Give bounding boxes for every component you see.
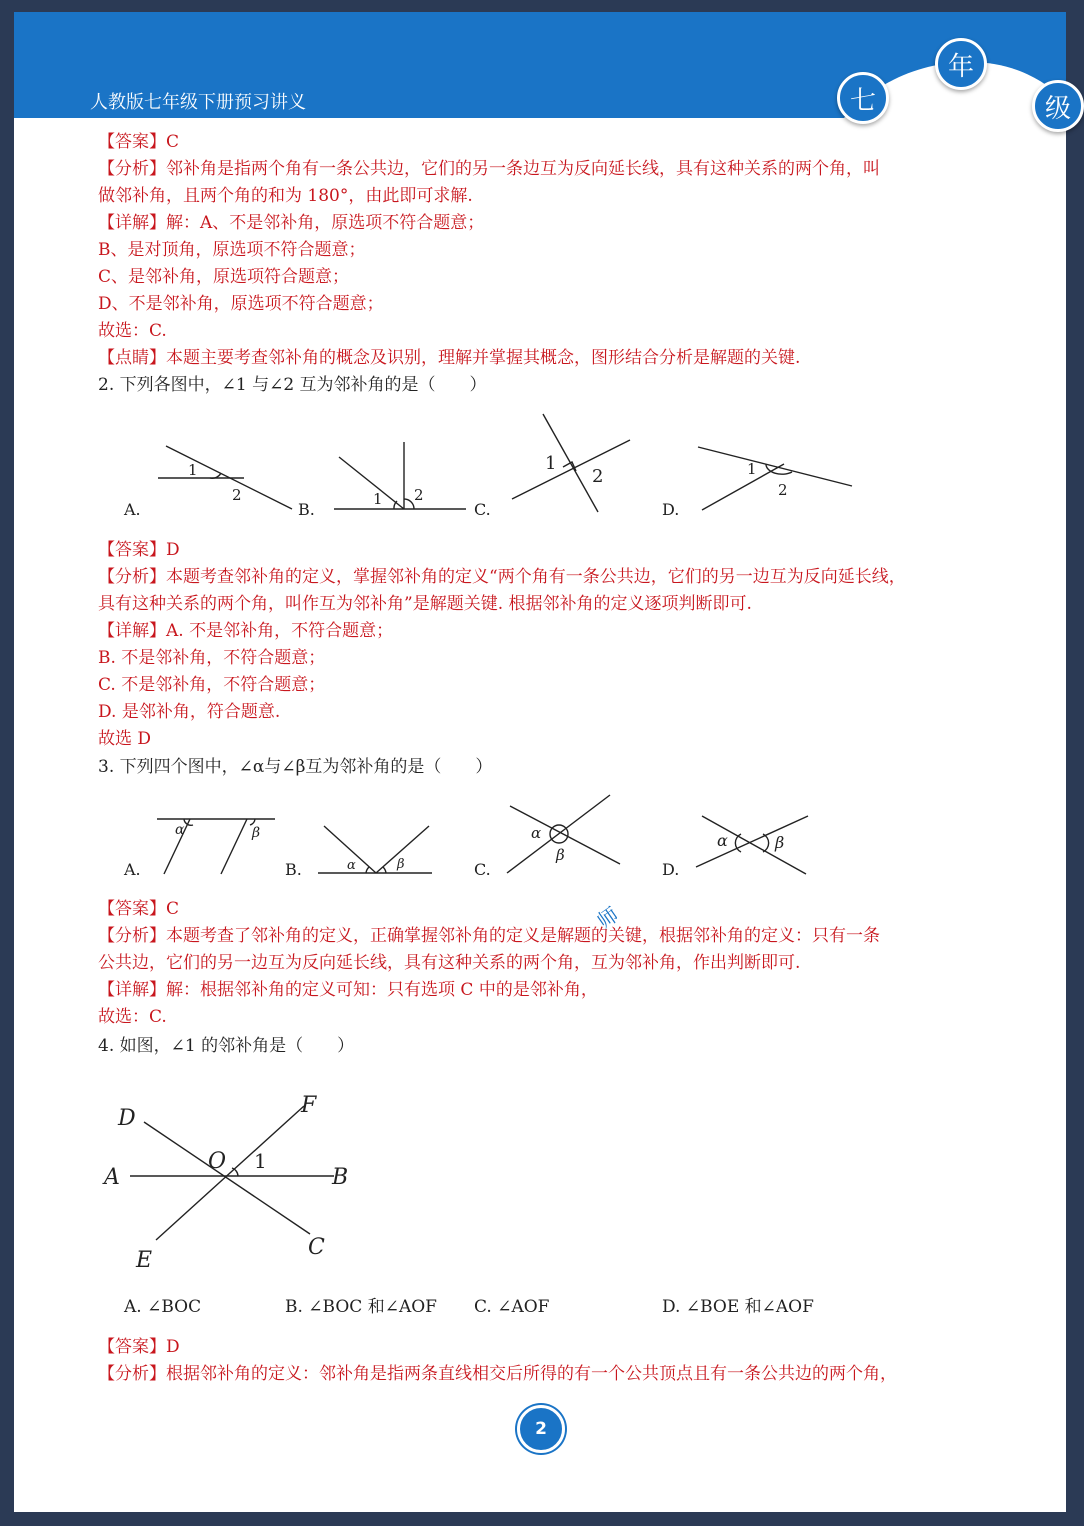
detail-line: 【详解】解：根据邻补角的定义可知：只有选项 C 中的是邻补角， (98, 980, 598, 1000)
q2-option-b: B. (298, 500, 315, 519)
q2d-angle-1: 1 (747, 460, 757, 478)
detail-line: 【详解】解：A、不是邻补角，原选项不符合题意； (98, 213, 485, 233)
q3-figure-b (318, 826, 432, 873)
q3b-beta: β (397, 857, 405, 872)
q4-choice-c: C. ∠AOF (474, 1297, 550, 1317)
analysis-line: 公共边，它们的另一边互为反向延长线，具有这种关系的两个角，互为邻补角，作出判断即可. (98, 953, 801, 973)
q2-figure-d (698, 447, 852, 510)
q2c-angle-2: 2 (592, 466, 604, 487)
page-number: 2 (517, 1405, 565, 1453)
detail-line: C. 不是邻补角，不符合题意； (98, 675, 326, 695)
q4-point-a: A (104, 1165, 120, 1190)
q3c-alpha: α (531, 824, 542, 842)
question-4: 4. 如图，∠1 的邻补角是（ ） (98, 1036, 355, 1056)
question-2: 2. 下列各图中，∠1 与∠2 互为邻补角的是（ ） (98, 375, 487, 395)
document-page (14, 12, 1071, 1512)
q4-choice-d: D. ∠BOE 和∠AOF (662, 1297, 814, 1317)
answer-line: 【答案】D (98, 540, 180, 560)
q3-option-c: C. (474, 860, 491, 879)
q2-option-d: D. (662, 500, 680, 519)
question-3: 3. 下列四个图中，∠α与∠β互为邻补角的是（ ） (98, 757, 493, 777)
q3-option-d: D. (662, 860, 680, 879)
analysis-line: 【分析】邻补角是指两个角有一条公共边，它们的另一条边互为反向延长线，具有这种关系的两个角，叫 (98, 159, 880, 179)
detail-line: C、是邻补角，原选项符合题意； (98, 267, 350, 287)
watermark-stamp: 师 (592, 902, 623, 934)
analysis-line: 具有这种关系的两个角，叫作互为邻补角”是解题关键. 根据邻补角的定义逐项判断即可. (98, 594, 752, 614)
q2-option-c: C. (474, 500, 491, 519)
q3a-alpha: α (175, 822, 185, 838)
q4-point-d: D (118, 1106, 136, 1131)
detail-line: B、是对顶角，原选项不符合题意； (98, 240, 366, 260)
q4-point-o: O (208, 1149, 227, 1174)
q4-point-b: B (332, 1165, 349, 1190)
detail-line: D. 是邻补角，符合题意. (98, 702, 281, 722)
analysis-line: 【分析】本题考查了邻补角的定义，正确掌握邻补角的定义是解题的关键，根据邻补角的定义：只有一条 (98, 926, 880, 946)
q2a-angle-1: 1 (188, 461, 198, 479)
q3-option-a: A. (124, 860, 141, 879)
q2-figure-a (158, 446, 292, 509)
analysis-line: 【分析】本题考查邻补角的定义，掌握邻补角的定义“两个角有一条公共边，它们的另一边互为反向延长线， (98, 567, 906, 587)
q3-figure-d (696, 816, 808, 874)
answer-line: 【答案】D (98, 1337, 180, 1357)
q4-point-f: F (301, 1093, 317, 1118)
q2b-angle-1: 1 (373, 490, 383, 508)
detail-line: 故选：C. (98, 1007, 167, 1027)
analysis-line: 做邻补角，且两个角的和为 180°，由此即可求解. (98, 186, 473, 206)
answer-line: 【答案】C (98, 132, 180, 152)
comment-line: 【点睛】本题主要考查邻补角的概念及识别，理解并掌握其概念，图形结合分析是解题的关键. (98, 348, 801, 368)
header-title: 人教版七年级下册预习讲义 (90, 92, 306, 113)
q2b-angle-2: 2 (414, 486, 424, 504)
q4-choice-b: B. ∠BOC 和∠AOF (285, 1297, 437, 1317)
analysis-line: 【分析】根据邻补角的定义：邻补角是指两条直线相交后所得的有一个公共顶点且有一条公共边的两个角， (98, 1364, 897, 1384)
detail-line: 故选 D (98, 729, 152, 749)
q4-point-c: C (308, 1235, 325, 1260)
q2a-angle-2: 2 (232, 486, 242, 504)
q3b-alpha: α (347, 858, 356, 873)
q4-point-e: E (136, 1248, 153, 1273)
q2c-angle-1: 1 (545, 453, 557, 474)
q2d-angle-2: 2 (778, 481, 788, 499)
grade-badge-qi: 七 (837, 72, 889, 124)
q3-option-b: B. (285, 860, 302, 879)
answer-line: 【答案】C (98, 899, 180, 919)
grade-badge-ji: 级 (1032, 80, 1084, 132)
q4-angle-1: 1 (254, 1149, 267, 1173)
q3d-beta: β (775, 833, 785, 852)
q2-figure-c (512, 414, 630, 512)
q3d-alpha: α (717, 831, 728, 850)
q3a-beta: β (252, 825, 261, 841)
detail-line: 故选：C. (98, 321, 167, 341)
detail-line: B. 不是邻补角，不符合题意； (98, 648, 326, 668)
q2-figure-b (334, 442, 466, 509)
q4-choice-a: A. ∠BOC (124, 1297, 202, 1317)
grade-badge-nian: 年 (935, 38, 987, 90)
q3c-beta: β (556, 846, 565, 864)
q4-figure (130, 1106, 334, 1240)
q2-option-a: A. (124, 500, 141, 519)
detail-line: D、不是邻补角，原选项不符合题意； (98, 294, 384, 314)
geometry-figures (14, 12, 1066, 1512)
detail-line: 【详解】A. 不是邻补角，不符合题意； (98, 621, 394, 641)
